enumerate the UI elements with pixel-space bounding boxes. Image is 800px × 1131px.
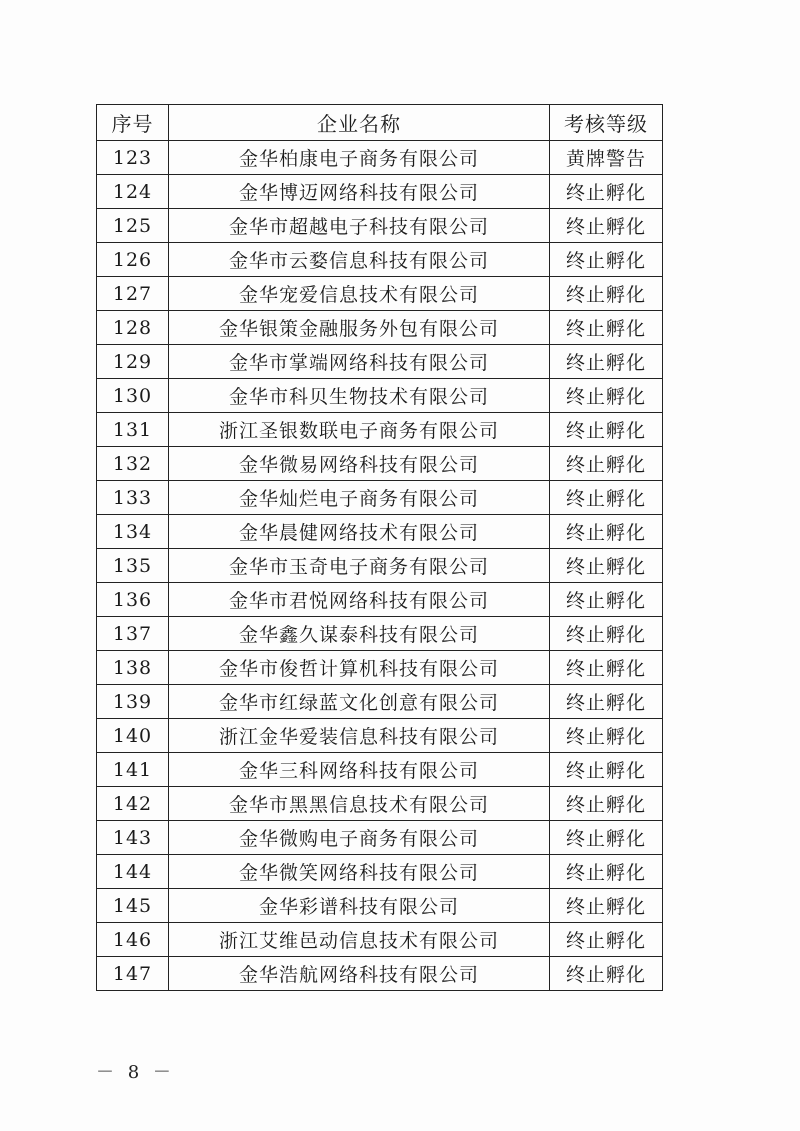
serial-number-cell: 124 [97, 175, 169, 209]
serial-number-cell: 145 [97, 889, 169, 923]
enterprise-name-cell: 金华柏康电子商务有限公司 [169, 141, 550, 175]
enterprise-name-cell: 金华微笑网络科技有限公司 [169, 855, 550, 889]
serial-number-cell: 126 [97, 243, 169, 277]
serial-number-cell: 138 [97, 651, 169, 685]
assessment-level-cell: 终止孵化 [550, 787, 663, 821]
table-row [97, 175, 663, 209]
assessment-level-cell: 终止孵化 [550, 379, 663, 413]
assessment-level-cell: 终止孵化 [550, 821, 663, 855]
enterprise-name-cell: 金华浩航网络科技有限公司 [169, 957, 550, 991]
assessment-level-cell: 终止孵化 [550, 957, 663, 991]
enterprise-name-cell: 金华彩谱科技有限公司 [169, 889, 550, 923]
assessment-level-cell: 终止孵化 [550, 175, 663, 209]
table-row [97, 787, 663, 821]
enterprise-name-cell: 金华宠爱信息技术有限公司 [169, 277, 550, 311]
serial-number-cell: 141 [97, 753, 169, 787]
table-row [97, 345, 663, 379]
assessment-level-cell: 终止孵化 [550, 583, 663, 617]
enterprise-name-cell: 金华市云婺信息科技有限公司 [169, 243, 550, 277]
header-enterprise-name: 企业名称 [169, 105, 550, 141]
table-row [97, 379, 663, 413]
serial-number-cell: 142 [97, 787, 169, 821]
table-row [97, 141, 663, 175]
assessment-level-cell: 终止孵化 [550, 413, 663, 447]
enterprise-name-cell: 金华市超越电子科技有限公司 [169, 209, 550, 243]
table-row [97, 719, 663, 753]
enterprise-name-cell: 金华微购电子商务有限公司 [169, 821, 550, 855]
assessment-level-cell: 终止孵化 [550, 855, 663, 889]
enterprise-name-cell: 金华银策金融服务外包有限公司 [169, 311, 550, 345]
enterprise-name-cell: 金华市俊哲计算机科技有限公司 [169, 651, 550, 685]
assessment-level-cell: 终止孵化 [550, 549, 663, 583]
enterprise-name-cell: 金华晨健网络技术有限公司 [169, 515, 550, 549]
serial-number-cell: 140 [97, 719, 169, 753]
assessment-level-cell: 终止孵化 [550, 243, 663, 277]
table-body [97, 141, 663, 991]
header-assessment-level: 考核等级 [550, 105, 663, 141]
assessment-level-cell: 终止孵化 [550, 651, 663, 685]
enterprise-name-cell: 金华博迈网络科技有限公司 [169, 175, 550, 209]
serial-number-cell: 130 [97, 379, 169, 413]
assessment-level-cell: 终止孵化 [550, 719, 663, 753]
table-row [97, 651, 663, 685]
table-row [97, 821, 663, 855]
table-row [97, 855, 663, 889]
enterprise-name-cell: 金华市黑黑信息技术有限公司 [169, 787, 550, 821]
serial-number-cell: 131 [97, 413, 169, 447]
table-row [97, 447, 663, 481]
table-row [97, 311, 663, 345]
table-row [97, 753, 663, 787]
serial-number-cell: 146 [97, 923, 169, 957]
enterprise-name-cell: 浙江艾维邑动信息技术有限公司 [169, 923, 550, 957]
serial-number-cell: 127 [97, 277, 169, 311]
enterprise-name-cell: 金华鑫久谋泰科技有限公司 [169, 617, 550, 651]
assessment-level-cell: 终止孵化 [550, 311, 663, 345]
enterprise-name-cell: 金华市掌端网络科技有限公司 [169, 345, 550, 379]
table-row [97, 923, 663, 957]
serial-number-cell: 135 [97, 549, 169, 583]
enterprise-name-cell: 金华市红绿蓝文化创意有限公司 [169, 685, 550, 719]
serial-number-cell: 147 [97, 957, 169, 991]
table-row [97, 481, 663, 515]
table-row [97, 617, 663, 651]
table-row [97, 209, 663, 243]
header-serial-number: 序号 [97, 105, 169, 141]
assessment-level-cell: 终止孵化 [550, 447, 663, 481]
enterprise-name-cell: 金华微易网络科技有限公司 [169, 447, 550, 481]
table-row [97, 277, 663, 311]
enterprise-name-cell: 浙江金华爱装信息科技有限公司 [169, 719, 550, 753]
serial-number-cell: 128 [97, 311, 169, 345]
serial-number-cell: 136 [97, 583, 169, 617]
serial-number-cell: 137 [97, 617, 169, 651]
assessment-level-cell: 终止孵化 [550, 617, 663, 651]
serial-number-cell: 125 [97, 209, 169, 243]
table-header-row [97, 105, 663, 141]
table-row [97, 583, 663, 617]
serial-number-cell: 133 [97, 481, 169, 515]
serial-number-cell: 144 [97, 855, 169, 889]
assessment-level-cell: 终止孵化 [550, 345, 663, 379]
serial-number-cell: 132 [97, 447, 169, 481]
assessment-level-cell: 终止孵化 [550, 515, 663, 549]
serial-number-cell: 129 [97, 345, 169, 379]
enterprise-name-cell: 金华市君悦网络科技有限公司 [169, 583, 550, 617]
table-row [97, 243, 663, 277]
enterprise-name-cell: 金华市玉奇电子商务有限公司 [169, 549, 550, 583]
table-row [97, 957, 663, 991]
assessment-level-cell: 终止孵化 [550, 209, 663, 243]
enterprise-name-cell: 浙江圣银数联电子商务有限公司 [169, 413, 550, 447]
page-number: － 8 － [96, 1062, 175, 1083]
table-row [97, 889, 663, 923]
table-row [97, 413, 663, 447]
assessment-level-cell: 终止孵化 [550, 481, 663, 515]
serial-number-cell: 139 [97, 685, 169, 719]
enterprise-name-cell: 金华灿烂电子商务有限公司 [169, 481, 550, 515]
enterprise-name-cell: 金华三科网络科技有限公司 [169, 753, 550, 787]
serial-number-cell: 123 [97, 141, 169, 175]
table-row [97, 685, 663, 719]
assessment-level-cell: 黄牌警告 [550, 141, 663, 175]
assessment-level-cell: 终止孵化 [550, 923, 663, 957]
assessment-level-cell: 终止孵化 [550, 277, 663, 311]
table-row [97, 515, 663, 549]
enterprise-assessment-table [96, 104, 663, 991]
enterprise-name-cell: 金华市科贝生物技术有限公司 [169, 379, 550, 413]
assessment-level-cell: 终止孵化 [550, 753, 663, 787]
table-row [97, 549, 663, 583]
serial-number-cell: 134 [97, 515, 169, 549]
assessment-level-cell: 终止孵化 [550, 685, 663, 719]
assessment-level-cell: 终止孵化 [550, 889, 663, 923]
serial-number-cell: 143 [97, 821, 169, 855]
